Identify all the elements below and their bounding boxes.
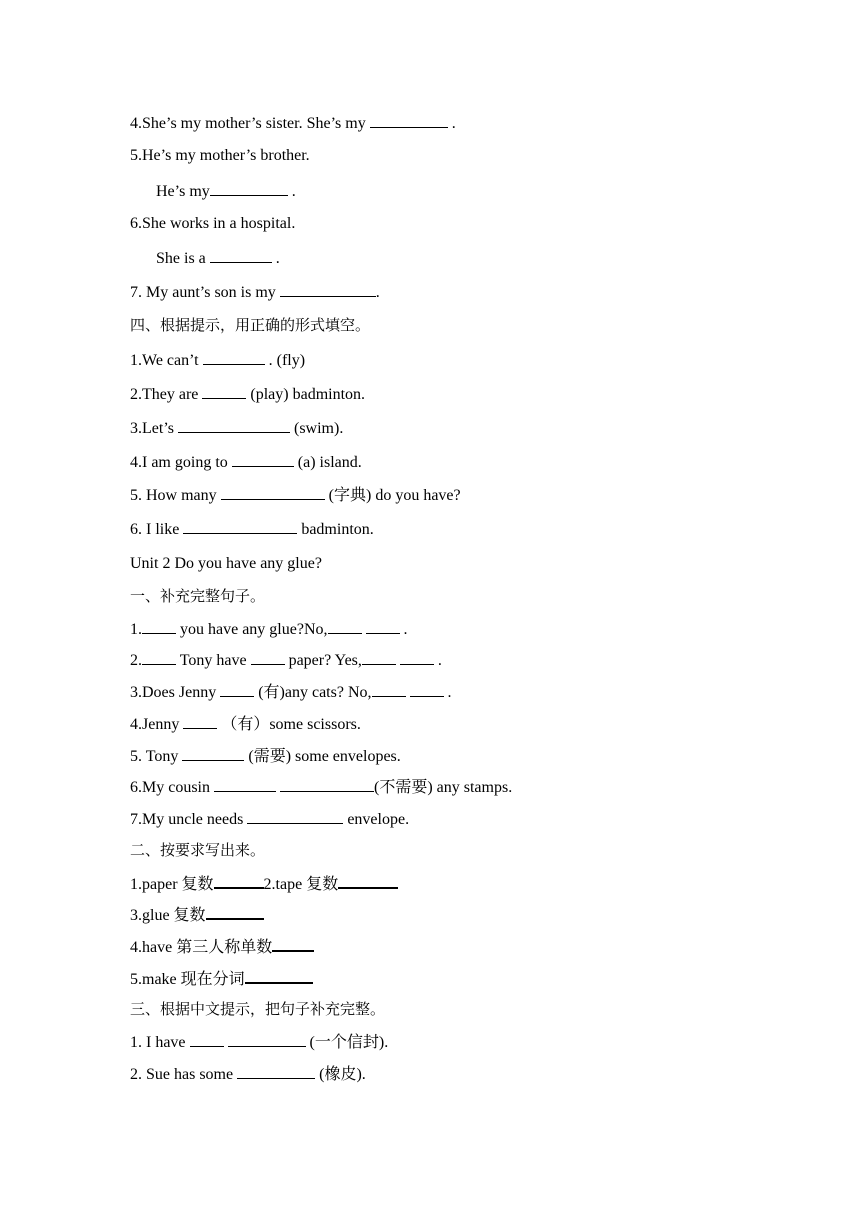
q-number: 2. [130,652,142,669]
q7-text: 7. My aunt’s son is my [130,284,280,301]
item-text: 1.We can’t [130,352,203,369]
answer-blank[interactable] [400,649,434,665]
u2-section-1-heading: 一、补充完整句子。 [130,587,266,605]
q6-end: . [271,250,280,267]
q-text: 5.make 现在分词 [130,971,245,988]
s4-item-6 [130,518,374,540]
answer-blank[interactable] [232,451,294,467]
question-5: 5.He’s my mother’s brother. [130,147,310,164]
q-text: you have any glue?No, [176,621,328,638]
question-5-answer [156,180,296,202]
q-text: 3.glue 复数 [130,907,206,924]
s4-item-1 [130,349,305,371]
answer-blank[interactable] [247,808,343,824]
answer-blank[interactable] [366,618,400,634]
question-6-answer [156,247,280,269]
answer-blank[interactable] [372,681,406,697]
q-text: (不需要) any stamps. [374,779,513,796]
answer-blank[interactable] [338,872,398,889]
item-hint: (a) island. [293,454,362,471]
q-number: 1. [130,621,142,638]
u2-s2-q1-q2 [130,872,398,895]
answer-blank[interactable] [280,281,376,297]
answer-blank[interactable] [183,713,217,729]
u2-s2-q3 [130,903,264,926]
answer-blank[interactable] [410,681,444,697]
item-hint: badminton. [297,521,374,538]
answer-blank[interactable] [272,935,314,952]
q-text: 1.paper 复数 [130,876,214,893]
u2-s2-q4 [130,935,314,958]
question-7 [130,281,380,303]
section-4-heading: 四、根据提示，用正确的形式填空。 [130,316,371,334]
question-4 [130,112,456,134]
u2-s1-q4 [130,713,361,735]
answer-blank[interactable] [245,967,313,984]
answer-blank[interactable] [362,649,396,665]
q-text: 4.Jenny [130,716,184,733]
q-text: 3.Does Jenny [130,684,221,701]
q7-end: . [375,284,380,301]
u2-section-2-heading: 二、按要求写出来。 [130,841,266,859]
q-text: 1. I have [130,1034,190,1051]
q-text: Tony have [176,652,251,669]
question-6: 6.She works in a hospital. [130,215,296,232]
answer-blank[interactable] [237,1063,315,1079]
answer-blank[interactable] [183,518,297,534]
answer-blank[interactable] [202,383,246,399]
answer-blank[interactable] [214,776,276,792]
item-hint: (swim). [290,420,344,437]
answer-blank[interactable] [203,349,265,365]
q-text: （有）some scissors. [217,716,361,733]
answer-blank[interactable] [182,745,244,761]
q-text: (需要) some envelopes. [244,748,401,765]
q-text: envelope. [343,811,410,828]
q-end: . [433,652,442,669]
q-text: 5. Tony [130,748,183,765]
s4-item-2 [130,383,365,405]
u2-s3-q1 [130,1031,388,1053]
u2-s1-q2 [130,649,442,671]
u2-s1-q5 [130,745,401,767]
u2-s1-q6 [130,776,512,798]
answer-blank[interactable] [221,484,325,500]
q-text: (橡皮). [315,1066,366,1083]
answer-blank[interactable] [142,649,176,665]
item-hint: (play) badminton. [246,386,366,403]
item-hint: . (fly) [264,352,306,369]
answer-blank[interactable] [328,618,362,634]
s4-item-3 [130,417,343,439]
u2-s2-q5 [130,967,313,990]
q-text: 6.My cousin [130,779,214,796]
unit-2-title: Unit 2 Do you have any glue? [130,555,322,572]
answer-blank[interactable] [220,681,254,697]
q-text: paper? Yes, [284,652,362,669]
answer-blank[interactable] [210,247,272,263]
item-text: 3.Let’s [130,420,178,437]
u2-s1-q3 [130,681,452,703]
answer-blank[interactable] [251,649,285,665]
q-text: 7.My uncle needs [130,811,248,828]
answer-blank[interactable] [190,1031,224,1047]
u2-s1-q1 [130,618,408,640]
u2-section-3-heading: 三、根据中文提示，把句子补充完整。 [130,1000,386,1018]
q6-text: She is a [156,250,210,267]
q-text: (一个信封). [305,1034,389,1051]
q-text: 4.have 第三人称单数 [130,939,273,956]
q-text: 2.tape 复数 [263,876,339,893]
s4-item-4 [130,451,362,473]
q-text: (有)any cats? No, [254,684,372,701]
u2-s3-q2 [130,1063,366,1085]
item-text: 4.I am going to [130,454,232,471]
q-end: . [443,684,452,701]
answer-blank[interactable] [142,618,176,634]
q5-end: . [287,183,296,200]
answer-blank[interactable] [178,417,290,433]
answer-blank[interactable] [210,180,288,196]
answer-blank[interactable] [228,1031,306,1047]
answer-blank[interactable] [206,903,264,920]
item-text: 5. How many [130,487,221,504]
q-end: . [399,621,408,638]
u2-s1-q7 [130,808,409,830]
answer-blank[interactable] [280,776,374,792]
q4-end: . [447,115,456,132]
item-hint: (字典) do you have? [324,487,461,504]
s4-item-5 [130,484,461,506]
answer-blank[interactable] [214,872,264,889]
q5-text: He’s my [156,183,210,200]
item-text: 6. I like [130,521,184,538]
q-text: 2. Sue has some [130,1066,238,1083]
answer-blank[interactable] [370,112,448,128]
item-text: 2.They are [130,386,203,403]
q4-text: 4.She’s my mother’s sister. She’s my [130,115,370,132]
